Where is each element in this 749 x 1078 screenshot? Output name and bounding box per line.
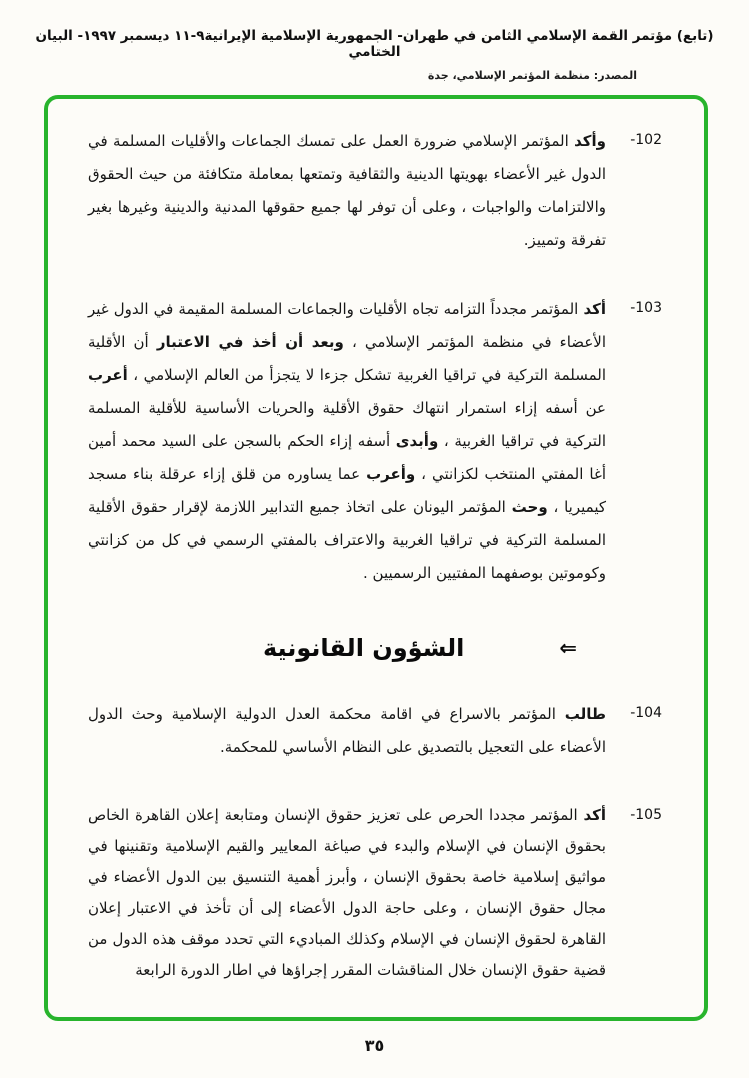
paragraph-row (88, 698, 662, 764)
paragraph-text: أكد المؤتمر مجدداً التزامه تجاه الأقليات والجماعات المسلمة المقيمة في الدول غير الأعضاء في منظمة المؤتمر الإسلامي ، وبعد أن أخذ في الاعتبار أن الأقلية المسلمة التركية في تراقيا الغربية تشكل جزءا لا يتجزأ من العالم الإسلامي ، أعرب عن أسفه إزاء استمرار انتهاك حقوق الأقلية والحريات الأساسية للأقلية المسلمة التركية في تراقيا الغربية ، وأبدى أسفه إزاء الحكم بالسجن على السيد محمد أمين أغا المفتي المنتخب لكزانتي ، وأعرب عما يساوره من قلق إزاء عرقلة بناء مسجد كيميريا ، وحث المؤتمر اليونان على اتخاذ جميع التدابير اللازمة لإقرار حقوق الأقلية المسلمة التركية في تراقيا الغربية والاعتراف بالمفتي الرسمي في كل من كزانتي وكوموتين بوصفهما المفتيين الرسميين . (88, 300, 607, 582)
paragraph-number: -103 (630, 300, 662, 316)
paragraph-number: -104 (630, 705, 662, 721)
document-body (88, 125, 662, 986)
paragraph-row (88, 293, 662, 590)
document-source: المصدر: منظمة المؤتمر الإسلامي، جدة (427, 69, 637, 82)
paragraph-text: طالب المؤتمر بالاسراع في اقامة محكمة العدل الدولية الإسلامية وحث الدول الأعضاء على التعجيل بالتصديق على النظام الأساسي للمحكمة. (88, 705, 606, 756)
document-title: (تابع) مؤتمر القمة الإسلامي الثامن في طهران- الجمهورية الإسلامية الإيرانية٩-١١ ديسمبر ١٩٩٧- البيان الختامي (35, 28, 714, 60)
section-heading-text: الشؤون القانونية (262, 634, 465, 662)
left-double-arrow-icon: ⇐ (559, 636, 577, 660)
page-number: ٣٥ (364, 1036, 385, 1055)
paragraph-row (88, 125, 662, 257)
content-frame (44, 95, 708, 1021)
paragraph-number: -102 (630, 132, 662, 148)
paragraph-text: أكد المؤتمر مجددا الحرص على تعزيز حقوق الإنسان ومتابعة إعلان القاهرة الخاص بحقوق الإنسان في الإسلام والبدء في صياغة المعايير والقيم الإسلامية وتقنينها في مواثيق إسلامية خاصة بحقوق الإنسان ، وأبرز أهمية التنسيق بين الدول الأعضاء في مجال حقوق الإنسان ، وعلى حاجة الدول الأعضاء إلى أن تأخذ في الاعتبار إعلان القاهرة لحقوق الإنسان في الإسلام وكذلك المباديء التي تحدد موقف هذه الدول من قضية حقوق الإنسان خلال المناقشات المقرر إجراؤها في اطار الدورة الرابعة (88, 806, 606, 979)
paragraph-number: -105 (630, 807, 662, 823)
paragraph-text: وأكد المؤتمر الإسلامي ضرورة العمل على تمسك الجماعات والأقليات المسلمة في الدول غير الأعضاء بهويتها الدينية والثقافية وتمتعها بمعاملة متكافئة من حيث الحقوق والالتزامات والواجبات ، وعلى أن توفر لها جميع حقوقها المدنية والدينية وغيرها بغير تفرقة وتمييز. (88, 132, 606, 249)
paragraph-row (88, 800, 662, 986)
section-heading (88, 626, 662, 670)
page-header (0, 0, 749, 82)
